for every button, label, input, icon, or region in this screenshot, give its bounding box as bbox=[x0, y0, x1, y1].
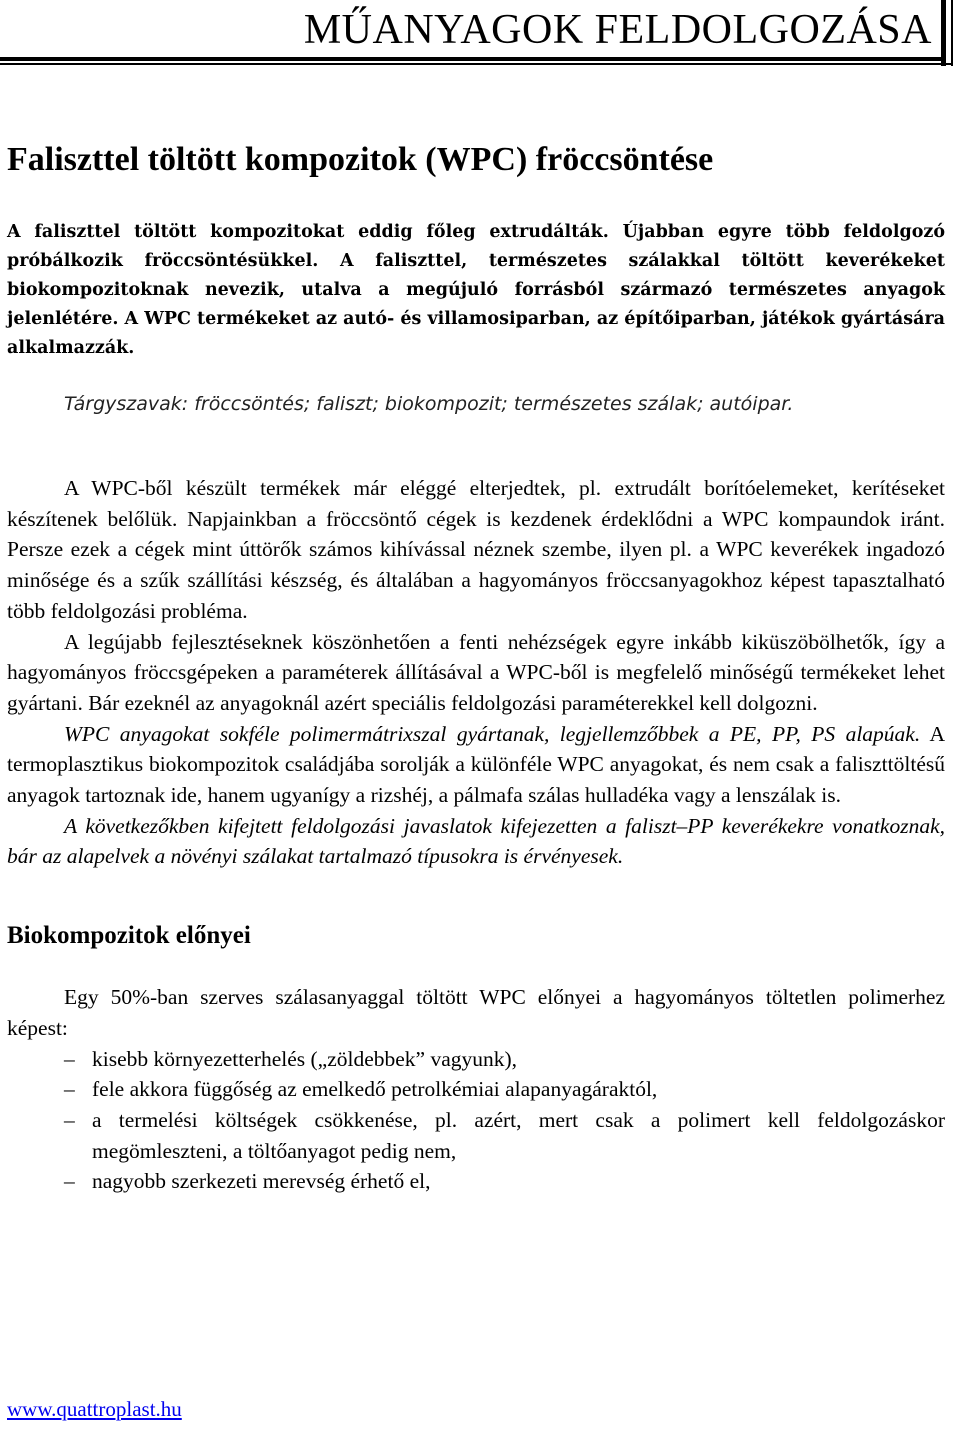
keywords: Tárgyszavak: fröccsöntés; faliszt; biokompozit; természetes szálak; autóipar. bbox=[64, 393, 794, 415]
body-paragraph-2: A legújabb fejlesztéseknek köszönhetően a fenti nehézségek egyre inkább kiküszöbölhetők, így a hagyományos fröccsgépeken a paraméterek állításával a WPC-ből is megfelelő minőségű termékeket lehet gyártani. Bár ezeknél az anyagoknál azért speciális feldolgozási paraméterekkel kell dolgozni. bbox=[7, 629, 945, 715]
article-content bbox=[7, 130, 945, 1197]
paragraph-3-italic: WPC anyagokat sokféle polimermátrixszal gyártanak, legjellemzőbbek a PE, PP, PS alapúak. bbox=[64, 721, 921, 746]
dash-bullet: – bbox=[64, 1107, 75, 1132]
advantages-list bbox=[7, 1044, 945, 1198]
dash-bullet: – bbox=[64, 1169, 75, 1194]
paragraph-3-rest: A termoplasztikus biokompozitok családjába sorolják a különféle WPC anyagokat, és nem csak a faliszttöltésű anyagok tartoznak ide, hanem ugyanígy a rizshéj, a pálmafa szálas hulladéka vagy a lenszálak is. bbox=[7, 721, 946, 808]
list-item-text: kisebb környezetterhelés („zöldebbek” vagyunk), bbox=[92, 1046, 518, 1071]
abstract: A faliszttel töltött kompozitokat eddig főleg extrudálták. Újabban egyre több feldolgozó próbálkozik fröccsöntésükkel. A faliszttel, természetes szálakkal töltött keverékeket biokompozitoknak nevezik, utalva a megújuló forrásból származó természetes anyagok jelenlétére. A WPC termékeket az autó- és villamosiparban, az építőiparban, játékok gyártására alkalmazzák. bbox=[7, 222, 945, 358]
list-item bbox=[7, 1166, 945, 1197]
header-vertical-rule bbox=[941, 0, 946, 66]
list-item bbox=[7, 1044, 945, 1075]
list-item bbox=[7, 1074, 945, 1105]
list-item-text: fele akkora függőség az emelkedő petrolkémiai alapanyagáraktól, bbox=[92, 1077, 658, 1102]
article-title-text: Faliszttel töltött kompozitok (WPC) fröccsöntése bbox=[7, 141, 714, 178]
header-title: MŰANYAGOK FELDOLGOZÁSA bbox=[303, 7, 932, 53]
body-paragraph-3 bbox=[7, 719, 945, 811]
header-vertical-rule-thin bbox=[951, 0, 953, 66]
dash-bullet: – bbox=[64, 1046, 75, 1071]
section-intro: Egy 50%-ban szerves szálasanyaggal töltött WPC előnyei a hagyományos töltetlen polimerhez képest: bbox=[7, 985, 945, 1040]
list-item bbox=[7, 1105, 945, 1166]
footer-website-link[interactable]: www.quattroplast.hu bbox=[7, 1397, 182, 1421]
article-title bbox=[7, 140, 945, 180]
header-rule-thin bbox=[0, 63, 953, 65]
page-header bbox=[0, 0, 960, 70]
dash-bullet: – bbox=[64, 1077, 75, 1102]
list-item-text: a termelési költségek csökkenése, pl. azért, mert csak a polimert kell feldolgozáskor megömleszteni, a töltőanyagot pedig nem, bbox=[92, 1107, 945, 1163]
list-item-text: nagyobb szerkezeti merevség érhető el, bbox=[92, 1169, 431, 1194]
body-paragraph-4: A következőkben kifejtett feldolgozási javaslatok kifejezetten a faliszt–PP keverékekre vonatkoznak, bár az alapelvek a növényi szálakat tartalmazó típusokra is érvényesek. bbox=[7, 813, 945, 869]
header-rule bbox=[0, 57, 946, 61]
section-heading: Biokompozitok előnyei bbox=[7, 922, 251, 950]
body-paragraph-1: A WPC-ből készült termékek már eléggé elterjedtek, pl. extrudált borítóelemeket, kerítéseket készítenek belőlük. Napjainkban a fröccsöntő cégek is kezdenek érdeklődni a WPC kompaundok iránt. Persze ezek a cégek mint úttörők számos kihívással néznek szembe, ilyen pl. a WPC keverékek ingadozó minősége és a szűk szállítási készség, és általában a hagyományos fröccsanyagokhoz képest tapasztalható több feldolgozási probléma. bbox=[7, 476, 945, 623]
